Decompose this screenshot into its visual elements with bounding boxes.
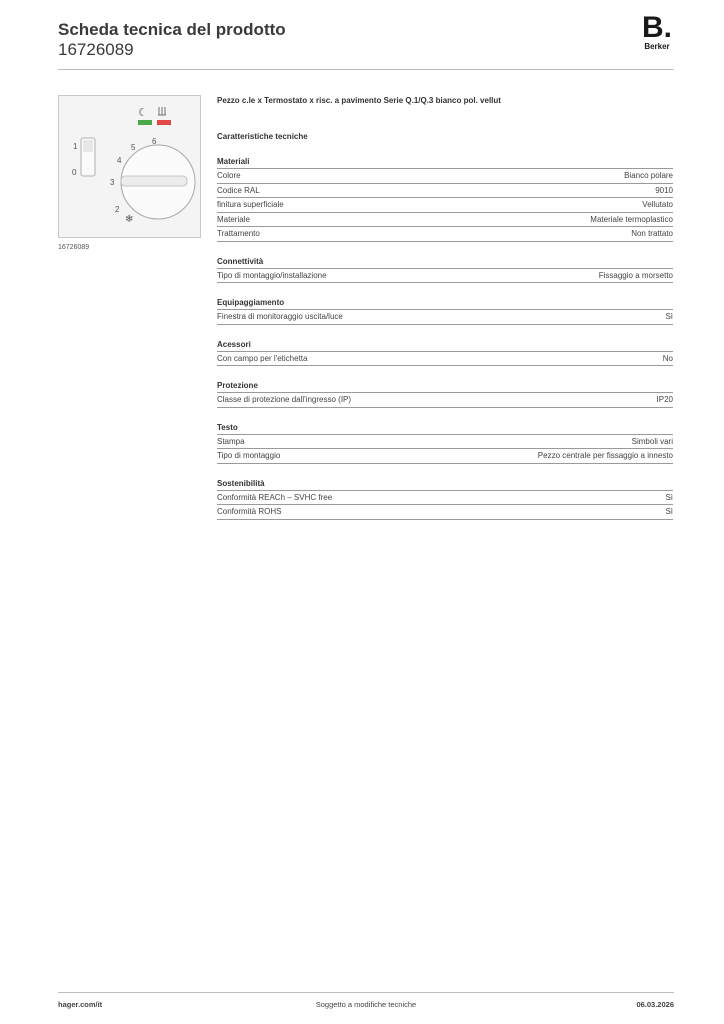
spec-row: [217, 213, 673, 228]
spec-row: [217, 393, 673, 408]
spec-value: Bianco polare: [624, 171, 673, 180]
spec-label: Codice RAL: [217, 185, 260, 195]
spec-section: [217, 339, 673, 367]
moon-icon: ☾: [138, 106, 148, 119]
page-title: Scheda tecnica del prodotto: [58, 20, 286, 39]
logo-letter: B.: [642, 11, 672, 44]
spec-label: Con campo per l'etichetta: [217, 353, 308, 363]
dial-number-2: 2: [115, 205, 120, 214]
spec-value: IP20: [656, 395, 673, 404]
spec-label: Conformità REACh – SVHC free: [217, 492, 333, 502]
spec-label: Tipo di montaggio: [217, 451, 281, 460]
logo-text: Berker: [644, 42, 670, 51]
spec-row: [217, 352, 673, 367]
red-led: [157, 120, 171, 125]
footer-date: 06.03.2026: [636, 1000, 674, 1009]
spec-value: Materiale termoplastico: [590, 214, 673, 224]
spec-value: Vellutato: [642, 200, 673, 209]
spec-label: Materiale: [217, 214, 250, 224]
spec-value: Fissaggio a morsetto: [598, 270, 673, 280]
footer-website[interactable]: hager.com/it: [58, 1000, 103, 1009]
spec-section: [217, 380, 673, 408]
spec-label: Trattamento: [217, 229, 260, 238]
spec-value: Sì: [665, 312, 673, 321]
page-footer: [58, 992, 674, 1009]
dial-number-6: 6: [152, 137, 157, 146]
spec-section: [217, 478, 673, 520]
spec-row: [217, 491, 673, 506]
section-title: Connettività: [217, 256, 673, 269]
image-caption: 16726089: [58, 244, 90, 251]
snowflake-icon: ❄: [125, 214, 134, 225]
switch-label-1: 1: [73, 142, 78, 151]
spec-row: [217, 449, 673, 464]
product-name: Pezzo c.le x Termostato x risc. a pavimento Serie Q.1/Q.3 bianco pol. vellut: [217, 96, 501, 105]
product-image: [58, 95, 201, 238]
section-title: Testo: [217, 422, 673, 435]
dial-number-4: 4: [117, 156, 122, 165]
spec-section: [217, 256, 673, 284]
spec-label: finitura superficiale: [217, 200, 284, 209]
spec-label: Classe di protezione dall'ingresso (IP): [217, 395, 352, 404]
spec-row: [217, 269, 673, 284]
dial-number-3: 3: [110, 178, 115, 187]
spec-row: [217, 505, 673, 520]
spec-row: [217, 198, 673, 213]
tech-specs-heading: Caratteristiche tecniche: [217, 132, 308, 141]
spec-section: [217, 297, 673, 325]
section-title: Protezione: [217, 380, 673, 393]
footer-note: Soggetto a modifiche tecniche: [315, 1000, 417, 1009]
section-title: Materiali: [217, 156, 673, 169]
spec-value: Simboli vari: [631, 436, 673, 446]
spec-label: Colore: [217, 171, 241, 180]
spec-label: Tipo di montaggio/installazione: [217, 270, 327, 280]
spec-row: [217, 435, 673, 450]
spec-label: Stampa: [217, 436, 245, 446]
spec-section: [217, 422, 673, 464]
article-number: 16726089: [58, 40, 134, 59]
page-header: [58, 11, 674, 70]
spec-sections: [217, 156, 673, 520]
green-led: [138, 120, 152, 125]
spec-value: 9010: [655, 185, 673, 195]
spec-content: [217, 96, 673, 520]
dial-number-5: 5: [131, 143, 136, 152]
section-title: Acessori: [217, 339, 673, 352]
rocker-switch-top: [83, 140, 93, 152]
heat-icon: [158, 107, 166, 115]
spec-row: [217, 227, 673, 242]
section-title: Equipaggiamento: [217, 297, 673, 310]
thermostat-illustration: [59, 96, 200, 237]
spec-section: [217, 156, 673, 242]
spec-value: Sì: [665, 507, 673, 516]
berker-logo: [640, 11, 674, 51]
spec-label: Conformità ROHS: [217, 507, 282, 516]
section-title: Sostenibilità: [217, 478, 673, 491]
spec-value: Non trattato: [631, 229, 673, 238]
knob-grip: [121, 176, 187, 186]
spec-label: Finestra di monitoraggio uscita/luce: [217, 312, 343, 321]
spec-value: No: [662, 353, 673, 363]
spec-row: [217, 310, 673, 325]
spec-row: [217, 184, 673, 199]
spec-row: [217, 169, 673, 184]
spec-value: Sì: [665, 492, 673, 502]
switch-label-0: 0: [72, 168, 77, 177]
spec-value: Pezzo centrale per fissaggio a innesto: [537, 451, 673, 460]
